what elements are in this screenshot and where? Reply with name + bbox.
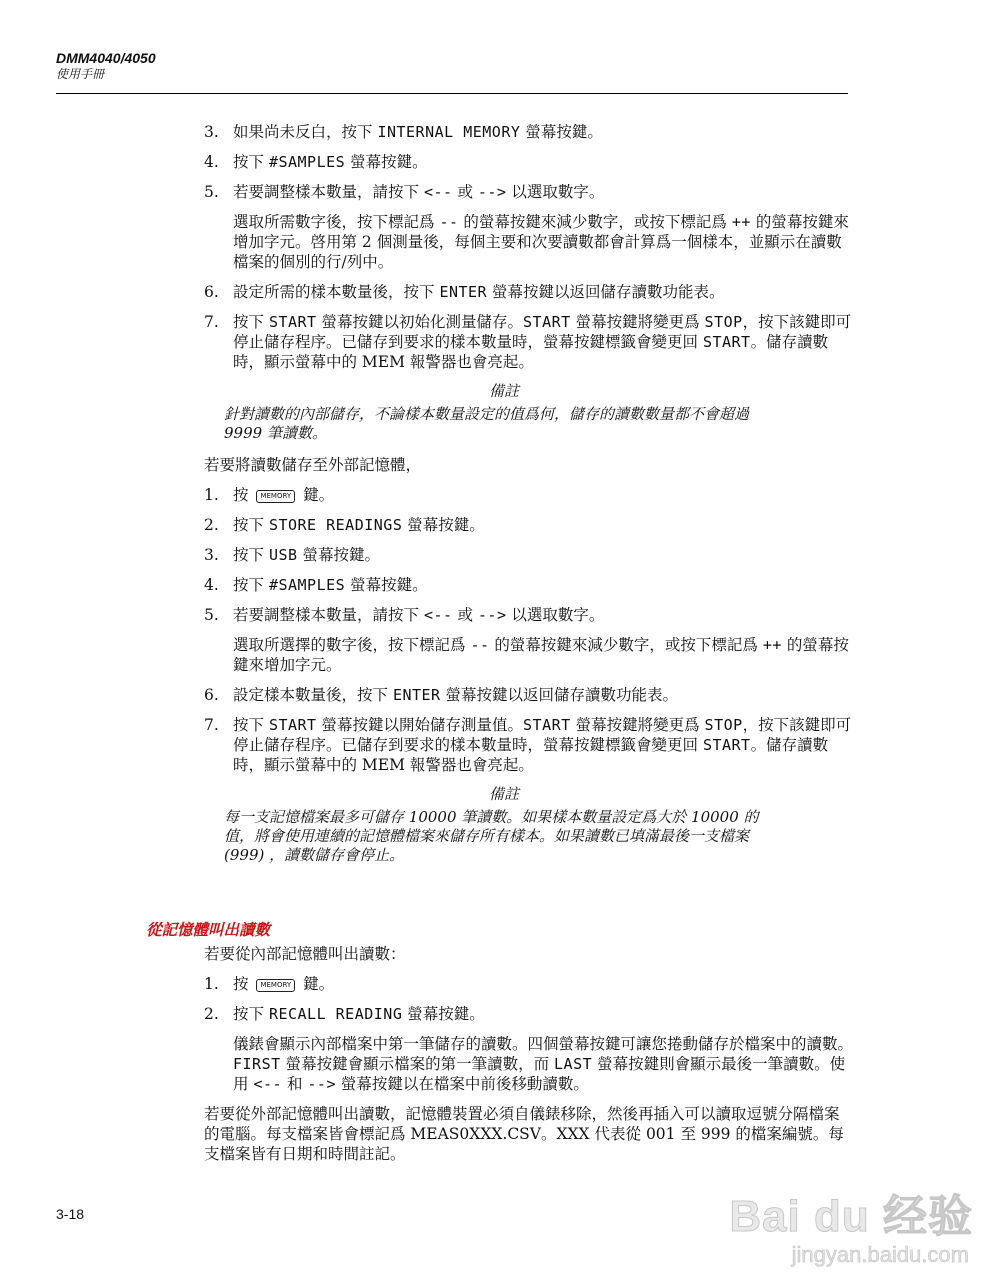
page-number: 3-18 [56,1206,85,1222]
ext-step-5: 5. 若要調整樣本數量，請按下 <-- 或 --> 以選取數字。 [204,606,605,624]
model-name: DMM4040/4050 [56,50,156,66]
note-text: 每一支記憶檔案最多可儲存 10000 筆讀數。如果樣本數量設定爲大於 10000 的值，將會使用連續的記憶體檔案來儲存所有樣本。如果讀數已填滿最後一支檔案 (999) ，讀數儲存會停止。 [224,808,759,864]
ext-step-6: 6. 設定樣本數量後，按下 ENTER 螢幕按鍵以返回儲存讀數功能表。 [204,686,679,704]
softkey-label: INTERNAL MEMORY [377,123,521,141]
softkey-label: --> [477,183,507,201]
watermark-url: jingyan.baidu.com [791,1242,969,1267]
ext-step-4: 4. 按下 #SAMPLES 螢幕按鍵。 [204,576,428,594]
softkey-label: <-- [423,183,453,201]
section-heading: 從記憶體叫出讀數 [146,921,271,939]
step-7: 7. 按下 START 螢幕按鍵以初始化測量儲存。START 螢幕按鍵將變更爲 STOP，按下該鍵即可停止儲存程序。已儲存到要求的樣本數量時，螢幕按鍵標籤會變更回 START。儲存讀數時，顯示螢幕中的 MEM 報警器也會亮起。 [204,313,852,371]
note-1 [224,382,784,443]
softkey-label: #SAMPLES [268,153,346,171]
step-5-detail: 選取所需數字後，按下標記爲 -- 的螢幕按鍵來減少數字，或按下標記爲 ++ 的螢幕按鍵來增加字元。啓用第 2 個測量後，每個主要和次要讀數都會計算爲一個樣本，並顯示在讀數檔案的個別的行/列中。 [233,213,849,271]
recall-intro: 若要從內部記憶體叫出讀數： [204,945,406,963]
note-title: 備註 [488,785,519,803]
ext-step-3: 3. 按下 USB 螢幕按鍵。 [204,546,380,564]
step-6: 6. 設定所需的樣本數量後，按下 ENTER 螢幕按鍵以返回儲存讀數功能表。 [204,283,725,301]
recall-detail: 儀錶會顯示內部檔案中第一筆儲存的讀數。四個螢幕按鍵可讓您捲動儲存於檔案中的讀數。FIRST 螢幕按鍵會顯示檔案的第一筆讀數，而 LAST 螢幕按鍵則會顯示最後一筆讀數。使用 <-- 和 --> 螢幕按鍵以在檔案中前後移動讀數。 [233,1035,854,1093]
watermark [693,1180,973,1270]
memory-key-icon: MEMORY [256,490,295,503]
step-4: 4. 按下 #SAMPLES 螢幕按鍵。 [204,153,428,171]
recall-step-1: 1. 按 MEMORY 鍵。 [204,975,335,993]
watermark-logo: Bai du 经验 [729,1192,973,1241]
manual-subtitle: 使用手冊 [56,67,105,81]
external-intro: 若要將讀數儲存至外部記憶體， [204,456,422,474]
recall-step-2: 2. 按下 RECALL READING 螢幕按鍵。 [204,1005,485,1023]
ext-step-2: 2. 按下 STORE READINGS 螢幕按鍵。 [204,516,485,534]
ext-step-1: 1. 按 MEMORY 鍵。 [204,486,335,504]
step-5: 5. 若要調整樣本數量，請按下 <-- 或 --> 以選取數字。 [204,183,605,201]
recall-content [204,944,854,1174]
memory-key-icon: MEMORY [256,979,295,992]
external-recall-paragraph: 若要從外部記憶體叫出讀數，記憶體裝置必須自儀錶移除，然後再插入可以讀取逗號分隔檔案的電腦。每支檔案皆會標記爲 MEAS0XXX.CSV。XXX 代表從 001 至 999 的檔案編號。每支檔案皆有日期和時間註記。 [204,1105,844,1163]
ext-step-7: 7. 按下 START 螢幕按鍵以開始儲存測量值。START 螢幕按鍵將變更爲 STOP，按下該鍵即可停止儲存程序。已儲存到要求的樣本數量時，螢幕按鍵標籤會變更回 START。儲存讀數時，顯示螢幕中的 MEM 報警器也會亮起。 [204,716,852,774]
header-rule [56,93,848,94]
page-header [56,50,156,82]
note-title: 備註 [488,382,519,400]
softkey-label: ENTER [439,283,488,301]
ext-step-5-detail: 選取所選擇的數字後，按下標記爲 -- 的螢幕按鍵來減少數字，或按下標記爲 ++ 的螢幕按鍵來增加字元。 [233,636,849,674]
step-3: 3. 如果尚未反白，按下 INTERNAL MEMORY 螢幕按鍵。 [204,123,603,141]
note-text: 針對讀數的內部儲存，不論樣本數量設定的值爲何，儲存的讀數數量都不會超過 9999 筆讀數。 [224,405,750,442]
main-content [204,122,854,877]
note-2 [224,785,784,865]
